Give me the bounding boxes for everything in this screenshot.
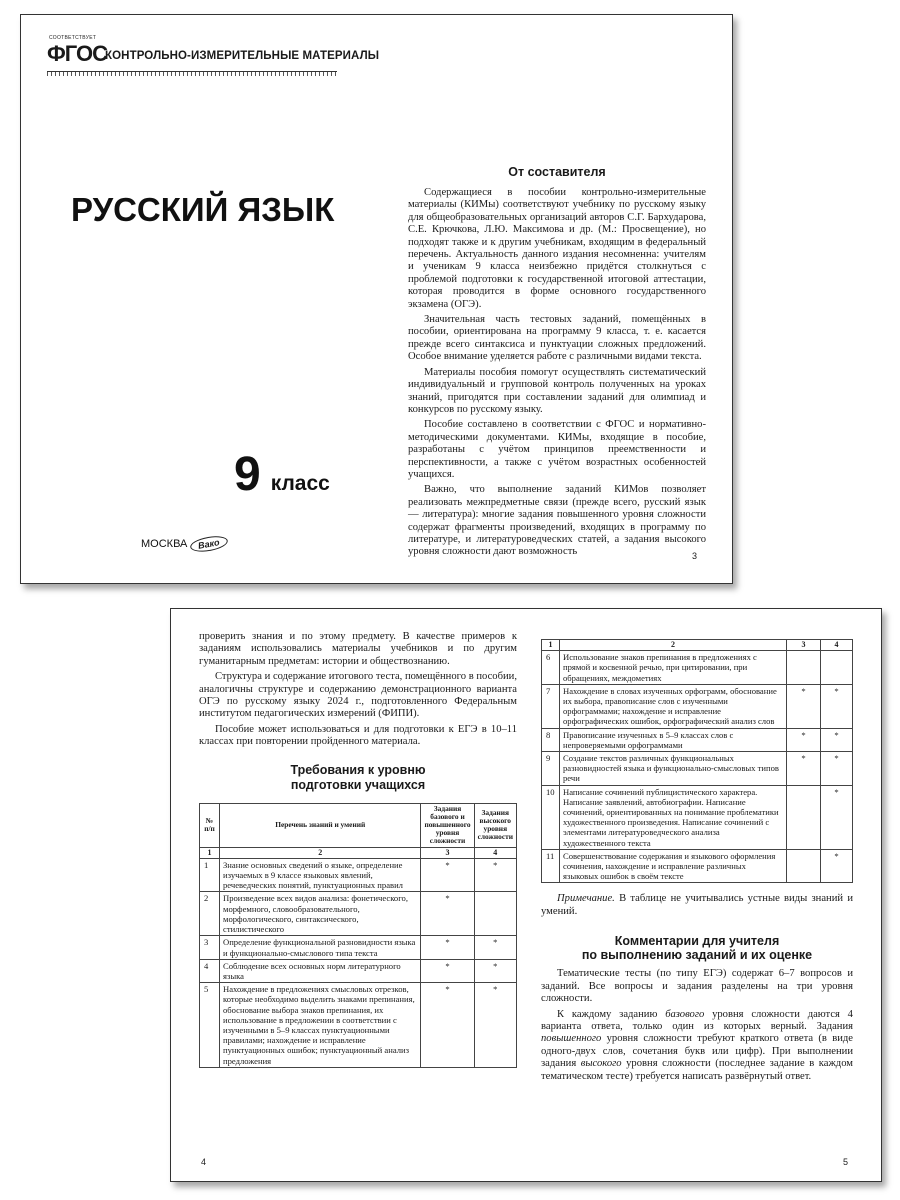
intro-paragraph: проверить знания и по этому предмету. В качестве примеров к заданиям использовались материалы учебников и по другим гуманитарным предметам: истории и обществознанию.: [199, 631, 517, 667]
row-basic-mark: *: [787, 752, 821, 786]
fgos-logo: [47, 35, 107, 67]
row-text: Нахождение в словах изученных орфограмм, обоснование их выбора, правописание слов с изученными орфограммами; нахождение и исправление орфографических ошибок, орфографический анализ слов: [560, 684, 787, 728]
comments-paragraph: Тематические тесты (по типу ЕГЭ) содержат 6–7 вопросов и заданий. Все вопросы и задания разделены на три уровня сложности.: [541, 968, 853, 1005]
requirements-table: [199, 803, 517, 1068]
table-header-row: [200, 803, 517, 847]
row-number: 3: [200, 936, 220, 959]
column-number: 4: [821, 640, 853, 651]
grade-number: 9: [234, 448, 261, 501]
row-basic-mark: [787, 785, 821, 849]
row-number: 4: [200, 959, 220, 982]
comments-paragraph: [541, 1009, 853, 1083]
table-row: [542, 728, 853, 751]
page-3: [20, 14, 733, 584]
row-high-mark: *: [821, 785, 853, 849]
row-high-mark: *: [474, 858, 516, 892]
row-text: Произведение всех видов анализа: фонетического, морфемного, словообразовательного, морфологического, синтаксического, стилистического: [220, 892, 421, 936]
column-number: 3: [787, 640, 821, 651]
row-text: Написание сочинений публицистического характера. Написание заявлений, автобиографии. Написание сочинений, ориентированных на понимание проблематики художественного произведения. Написание сочинений с элементами литературоведческого анализа художественного текста: [560, 785, 787, 849]
foreword-column: [408, 165, 706, 562]
row-text: Определение функциональной разновидности языка и функционально-смыслового типа текста: [220, 936, 421, 959]
table-row: [200, 959, 517, 982]
row-number: 7: [542, 684, 560, 728]
page-number: 4: [201, 1157, 207, 1167]
header-num: № п/п: [200, 803, 220, 847]
page-4-column: [199, 631, 517, 1068]
foreword-heading: От составителя: [508, 165, 606, 179]
comment-fragment: уровня сложности (последнее задание в каждом тематическом тесте) требуется написать развёрнутый ответ.: [541, 1058, 853, 1082]
requirements-heading: [199, 763, 517, 793]
foreword-paragraph: Содержащиеся в пособии контрольно-измерительные материалы (КИМы) соответствуют учебнику по русскому языку для общеобразовательных организаций авторов С.Г. Бархударова, С.Е. Крючкова, Л.Ю. Максимова и др. (М.: Просвещение), но подходят также и к другим учебникам, входящим в федеральный перечень. Актуальность данного издания несомненна: учителям и ученикам 9 класса неизбежно придётся столкнуться с проблемой подготовки к государственной итоговой аттестации, которая проводится в форме основного государственного экзамена (ОГЭ).: [408, 187, 706, 310]
table-row: [542, 752, 853, 786]
row-high-mark: *: [821, 684, 853, 728]
publisher: [141, 537, 228, 551]
table-note: [541, 893, 853, 918]
intro-paragraph: Пособие может использоваться и для подготовки к ЕГЭ в 10–11 классах при повторении пройденного материала.: [199, 723, 517, 748]
fgos-logo-text: ФГОС: [47, 41, 107, 66]
publisher-city: МОСКВА: [141, 538, 188, 550]
row-text: Создание текстов различных функциональных разновидностей языка и функционально-смысловых типов речи: [560, 752, 787, 786]
row-high-mark: [821, 651, 853, 685]
row-text: Знание основных сведений о языке, определение изучаемых в 9 классе языковых явлений, речеведческих понятий, пунктуационных правил: [220, 858, 421, 892]
row-basic-mark: *: [421, 858, 474, 892]
foreword-text: [408, 187, 706, 559]
header-list: Перечень знаний и умений: [220, 803, 421, 847]
row-high-mark: *: [821, 752, 853, 786]
row-number: 1: [200, 858, 220, 892]
row-number: 6: [542, 651, 560, 685]
page-spread-4-5: [170, 608, 882, 1182]
note-label: Примечание.: [557, 893, 615, 905]
table-row: [200, 858, 517, 892]
grade-label: [234, 447, 330, 502]
row-basic-mark: *: [421, 959, 474, 982]
column-number: 3: [421, 847, 474, 858]
foreword-paragraph: Значительная часть тестовых заданий, помещённых в пособии, ориентирована на программу 9 класса, т. е. касается прежде всего синтаксиса и пунктуации сложных предложений. Особое внимание уделяется работе с различными видами текста.: [408, 314, 706, 363]
page-number: 5: [843, 1157, 849, 1167]
row-high-mark: *: [474, 936, 516, 959]
column-number-row: [542, 640, 853, 651]
row-high-mark: *: [821, 728, 853, 751]
comment-fragment: уровня сложности даются 4 варианта ответа, только один из которых верный. Задания: [541, 1008, 853, 1032]
row-basic-mark: *: [787, 684, 821, 728]
page-number: 3: [692, 551, 698, 561]
comment-emphasis: повышенного: [541, 1033, 602, 1045]
header-high: Задания высокого уровня сложности: [474, 803, 516, 847]
grade-word: класс: [270, 472, 330, 495]
page-5-column: [541, 639, 853, 1086]
foreword-paragraph: Важно, что выполнение заданий КИМов позволяет реализовать межпредметные связи (прежде всего, русский язык — литература): многие задания повышенного уровня сложности содержат фрагменты произведений, входящих в программу по литературе, и литературоведческих статей, а задания высокого уровня сложности дают возможность: [408, 484, 706, 558]
table-row: [200, 983, 517, 1068]
table-row: [542, 785, 853, 849]
column-number: 2: [560, 640, 787, 651]
row-text: Нахождение в предложениях смысловых отрезков, которые необходимо выделить знаками препинания, обоснование выбора знаков препинания, их использование в предложении в соответствии с изученными в 5–9 классах пунктуационными правилами; нахождение и исправление пунктуационных ошибок; пунктуационный анализ предложения: [220, 983, 421, 1068]
row-basic-mark: *: [421, 892, 474, 936]
row-high-mark: *: [474, 959, 516, 982]
book-title: РУССКИЙ ЯЗЫК: [71, 191, 335, 228]
column-number: 1: [200, 847, 220, 858]
comments-heading-line: по выполнению заданий и их оценке: [581, 948, 813, 963]
row-basic-mark: *: [421, 983, 474, 1068]
row-basic-mark: [787, 651, 821, 685]
table-row: [200, 892, 517, 936]
row-number: 11: [542, 849, 560, 883]
intro-text: [199, 631, 517, 749]
comment-emphasis: базового: [665, 1008, 705, 1020]
ruler-divider: [47, 71, 337, 82]
series-header: [47, 35, 379, 67]
comment-fragment: уровня сложности требуют краткого ответа (в виде одного-двух слов, сочетания букв или цифр). При выполнении задания: [541, 1033, 853, 1070]
column-number-row: [200, 847, 517, 858]
row-number: 9: [542, 752, 560, 786]
comments-heading: [541, 934, 853, 962]
requirements-table-continued: [541, 639, 853, 883]
vako-logo-icon: Вако: [189, 534, 228, 554]
row-high-mark: [474, 892, 516, 936]
row-text: Использование знаков препинания в предложениях с прямой и косвенной речью, при цитировании, при обращениях, междометиях: [560, 651, 787, 685]
row-number: 10: [542, 785, 560, 849]
fgos-logo-arc: СООТВЕТСТВУЕТ: [49, 35, 97, 41]
requirements-heading-line: Требования к уровню: [290, 762, 426, 777]
table-row: [542, 651, 853, 685]
intro-paragraph: Структура и содержание итогового теста, помещённого в пособии, аналогичны структуре и содержанию демонстрационного варианта ОГЭ по русскому языку 2024 г., подготовленного Федеральным институтом педагогических измерений (ФИПИ).: [199, 671, 517, 720]
table-row: [542, 849, 853, 883]
row-number: 2: [200, 892, 220, 936]
row-basic-mark: [787, 849, 821, 883]
comment-emphasis: высокого: [580, 1058, 622, 1070]
table-row: [542, 684, 853, 728]
row-text: Совершенствование содержания и языкового оформления сочинения, нахождение и исправление различных языковых ошибок в своём тексте: [560, 849, 787, 883]
column-number: 1: [542, 640, 560, 651]
row-text: Правописание изученных в 5–9 классах слов с непроверяемыми орфограммами: [560, 728, 787, 751]
row-number: 5: [200, 983, 220, 1068]
row-text: Соблюдение всех основных норм литературного языка: [220, 959, 421, 982]
row-number: 8: [542, 728, 560, 751]
comments-heading-line: Комментарии для учителя: [614, 934, 780, 949]
foreword-paragraph: Материалы пособия помогут осуществлять систематический индивидуальный и групповой контроль полученных на уроках знаний, пригодятся при составлении заданий для олимпиад и конкурсов по русскому языку.: [408, 366, 706, 415]
comments-text: [541, 968, 853, 1083]
foreword-paragraph: Пособие составлено в соответствии с ФГОС и нормативно-методическими документами. КИМы, входящие в пособие, разработаны с учётом принципов преемственности и перспективности, а также с учётом возрастных особенностей учащихся.: [408, 419, 706, 480]
row-basic-mark: *: [787, 728, 821, 751]
requirements-heading-line: подготовки учащихся: [290, 777, 426, 792]
column-number: 4: [474, 847, 516, 858]
column-number: 2: [220, 847, 421, 858]
row-high-mark: *: [821, 849, 853, 883]
comment-fragment: К каждому заданию: [557, 1008, 666, 1020]
note-text: В таблице не учитывались устные виды знаний и умений.: [541, 893, 853, 917]
row-basic-mark: *: [421, 936, 474, 959]
series-title: КОНТРОЛЬНО-ИЗМЕРИТЕЛЬНЫЕ МАТЕРИАЛЫ: [105, 50, 380, 62]
row-high-mark: *: [474, 983, 516, 1068]
table-row: [200, 936, 517, 959]
header-basic: Задания базового и повышенного уровня сложности: [421, 803, 474, 847]
